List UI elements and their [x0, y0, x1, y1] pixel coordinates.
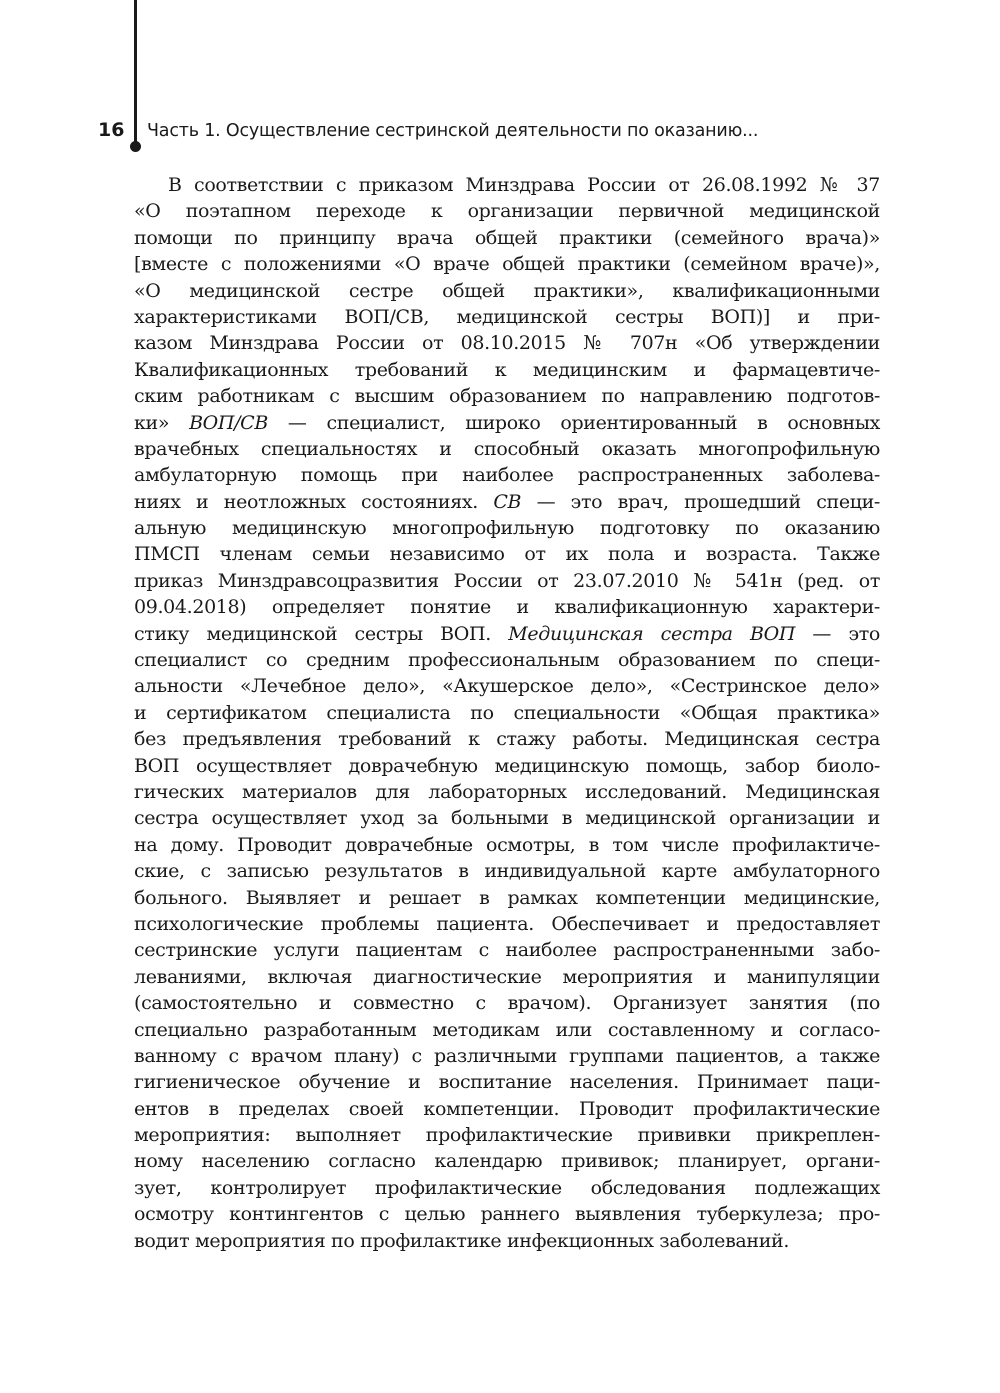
- italic-term: СВ: [493, 490, 522, 513]
- text-line: ские, с записью результатов в индивидуальной карте амбулаторного: [134, 860, 880, 883]
- text-segment: стику медицинской сестры ВОП.: [134, 622, 509, 645]
- text-line: и сертификатом специалиста по специальности «Общая практика»: [134, 701, 880, 724]
- text-line: «О поэтапном переходе к организации первичной медицинской: [134, 200, 880, 223]
- text-line: помощи по принципу врача общей практики (семейного врача)»: [134, 226, 880, 249]
- text-line: гигиеническое обучение и воспитание населения. Принимает паци-: [134, 1071, 880, 1094]
- text-line: специально разработанным методикам или составленному и согласо-: [134, 1018, 880, 1041]
- text-line: ПМСП членам семьи независимо от их пола и возраста. Также: [134, 543, 880, 566]
- text-line: ванному с врачом плану) с различными группами пациентов, а также: [134, 1044, 880, 1067]
- text-line: ВОП осуществляет доврачебную медицинскую помощь, забор биоло-: [134, 754, 880, 777]
- text-segment: — это врач, прошедший специ-: [521, 490, 880, 513]
- text-line: сестринские услуги пациентам с наиболее распространенными забо-: [134, 939, 880, 962]
- text-line: (самостоятельно и совместно с врачом). Организует занятия (по: [134, 992, 880, 1015]
- text-line: сестра осуществляет уход за больными в медицинской организации и: [134, 807, 880, 830]
- text-segment: ки»: [134, 411, 190, 434]
- text-line: осмотру контингентов с целью раннего выявления туберкулеза; про-: [134, 1203, 880, 1226]
- text-line: водит мероприятия по профилактике инфекционных заболеваний.: [134, 1229, 790, 1252]
- text-line: ским работникам с высшим образованием по направлению подготов-: [134, 385, 880, 408]
- text-line: [134, 621, 880, 647]
- text-line: амбулаторную помощь при наиболее распространенных заболева-: [134, 464, 880, 487]
- text-line: [134, 410, 880, 436]
- text-line: ентов в пределах своей компетенции. Проводит профилактические: [134, 1097, 880, 1120]
- text-line: больного. Выявляет и решает в рамках компетенции медицинские,: [134, 886, 880, 909]
- text-line: альную медицинскую многопрофильную подготовку по оказанию: [134, 517, 880, 540]
- text-segment: — это: [795, 622, 880, 645]
- text-line: ному населению согласно календарю прививок; планирует, органи-: [134, 1150, 880, 1173]
- italic-term: Медицинская сестра ВОП: [508, 622, 796, 645]
- text-line: врачебных специальностях и способный оказать многопрофильную: [134, 437, 880, 460]
- text-line: приказ Минздравсоцразвития России от 23.07.2010 № 541н (ред. от: [134, 569, 880, 592]
- header-vertical-rule: [134, 0, 137, 146]
- header-rule-dot: [130, 141, 141, 152]
- text-line: «О медицинской сестре общей практики», квалификационными: [134, 279, 880, 302]
- text-line: специалист со средним профессиональным образованием по специ-: [134, 649, 880, 672]
- text-line: [вместе с положениями «О враче общей практики (семейном враче)»,: [134, 253, 880, 276]
- text-line: альности «Лечебное дело», «Акушерское дело», «Сестринское дело»: [134, 675, 880, 698]
- italic-term: ВОП/СВ: [189, 411, 268, 434]
- text-line: 09.04.2018) определяет понятие и квалификационную характери-: [134, 596, 880, 619]
- text-line: мероприятия: выполняет профилактические прививки прикреплен-: [134, 1124, 880, 1147]
- text-line: казом Минздрава России от 08.10.2015 № 707н «Об утверждении: [134, 332, 880, 355]
- text-line: [134, 489, 880, 515]
- text-line: характеристиками ВОП/СВ, медицинской сестры ВОП)] и при-: [134, 305, 880, 328]
- text-line: Квалификационных требований к медицинским и фармацевтиче-: [134, 358, 880, 381]
- text-line: леваниями, включая диагностические мероприятия и манипуляции: [134, 965, 880, 988]
- text-line: психологические проблемы пациента. Обеспечивает и предоставляет: [134, 912, 880, 935]
- text-line: гических материалов для лабораторных исследований. Медицинская: [134, 780, 880, 803]
- text-line: без предъявления требований к стажу работы. Медицинская сестра: [134, 728, 880, 751]
- text-segment: — специалист, широко ориентированный в основных: [267, 411, 880, 434]
- running-title: Часть 1. Осуществление сестринской деятельности по оказанию...: [147, 121, 759, 141]
- text-line: на дому. Проводит доврачебные осмотры, в том числе профилактиче-: [134, 833, 880, 856]
- text-line: В соответствии с приказом Минздрава России от 26.08.1992 № 37: [168, 174, 880, 196]
- page-number: 16: [98, 119, 125, 141]
- body-paragraph: [134, 172, 880, 1254]
- text-line: зует, контролирует профилактические обследования подлежащих: [134, 1176, 880, 1199]
- text-segment: ниях и неотложных состояниях.: [134, 490, 494, 513]
